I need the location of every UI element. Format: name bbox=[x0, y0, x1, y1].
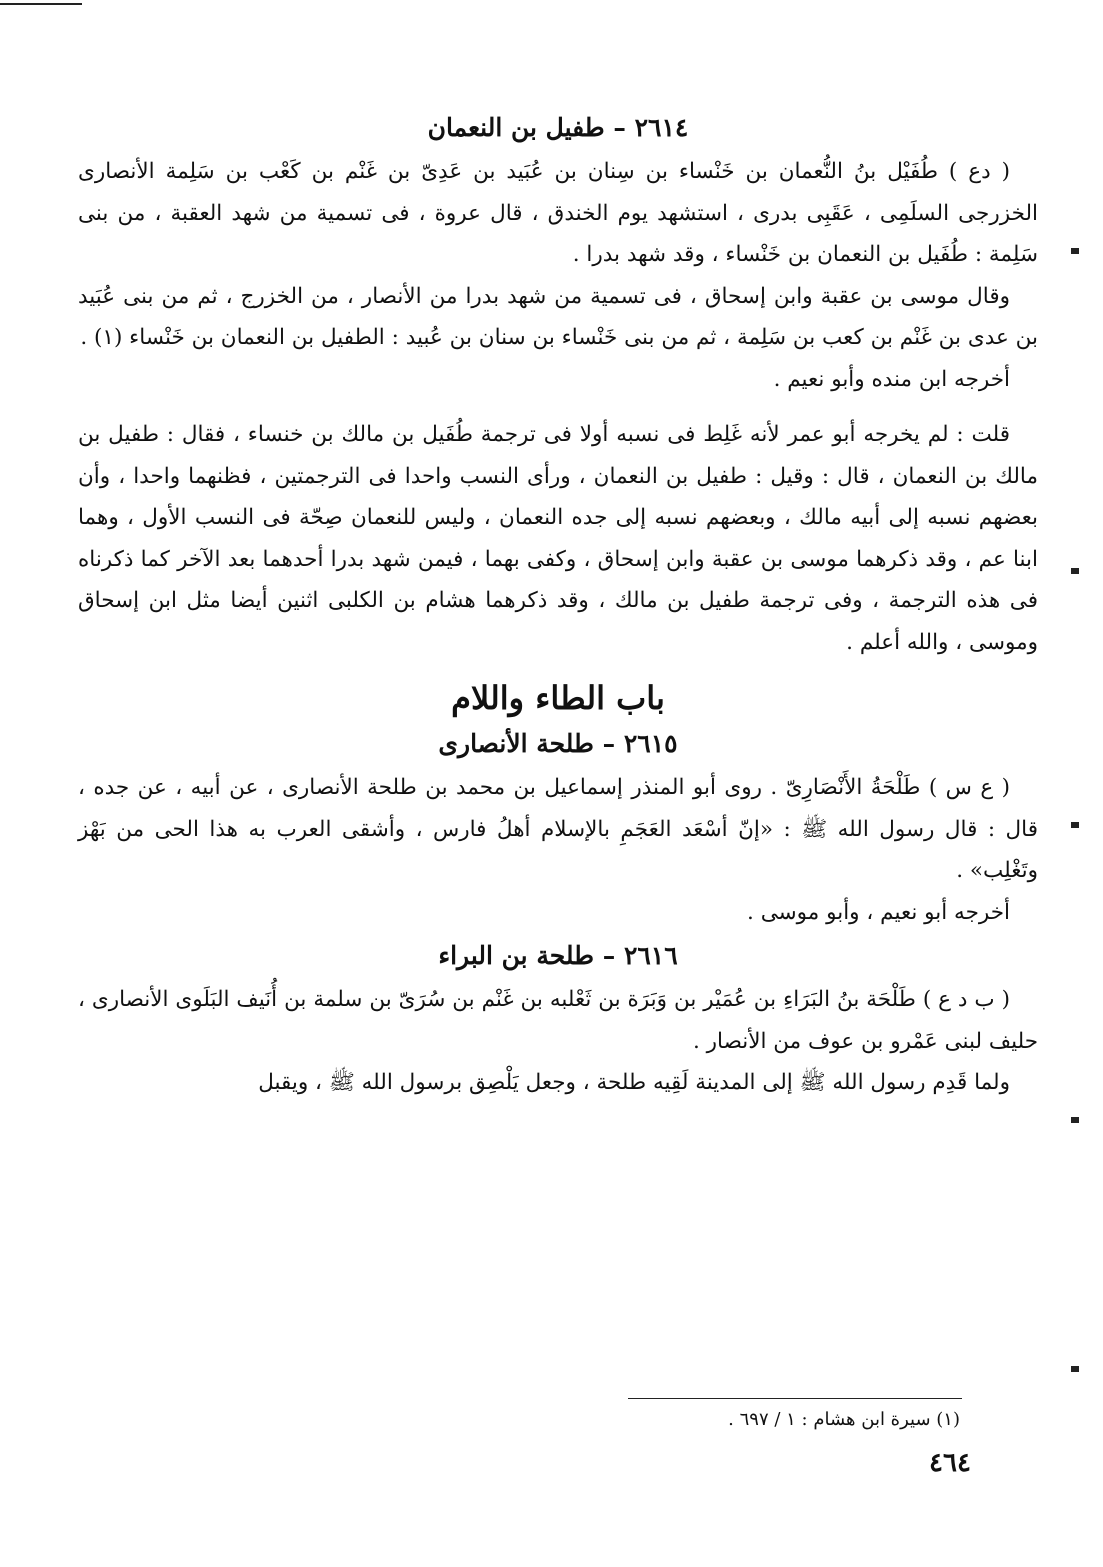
entry-heading-2615: ٢٦١٥ – طلحة الأنصارى bbox=[438, 729, 678, 758]
margin-mark bbox=[1071, 1366, 1079, 1372]
entry-heading-2614: ٢٦١٤ – طفيل بن النعمان bbox=[427, 113, 689, 142]
page-number: ٤٦٤ bbox=[929, 1448, 971, 1478]
entry-2614-sources: أخرجه ابن منده وأبو نعيم . bbox=[773, 366, 1010, 392]
margin-mark bbox=[1071, 568, 1079, 574]
entry-2616-body: ولما قَدِم رسول الله ﷺ إلى المدينة لَقِيه طلحة ، وجعل يَلْصِق برسول الله ﷺ ، ويقبل bbox=[258, 1070, 1010, 1095]
footnote-divider bbox=[628, 1398, 962, 1399]
page-body bbox=[78, 105, 1038, 1104]
entry-2616-intro: ( ب د ع ) طَلْحَة بنُ البَرَاءِ بن عُمَيْر بن وَبَرَة بن ثَعْلبه بن غَنْم بن سُرَىّ بن سلمة بن أُنَيف البَلَوى الأنصارى ، حليف لبنى عَمْرو بن عوف من الأنصار . bbox=[78, 987, 1038, 1054]
footnote: (١) سيرة ابن هشام : ١ / ٦٩٧ . bbox=[728, 1409, 960, 1430]
entry-2614-musa-quote: وقال موسى بن عقبة وابن إسحاق ، فى تسمية من شهد بدرا من الأنصار ، من الخزرج ، ثم من بنى عُبَيد بن عدى بن غَنْم بن كعب بن سَلِمة ، ثم من بنى خَنْساء بن سنان بن عُبيد : الطفيل بن النعمان بن خَنْساء (١) . bbox=[78, 283, 1038, 350]
entry-2615-sources: أخرجه أبو نعيم ، وأبو موسى . bbox=[747, 899, 1010, 925]
scan-corner-rule bbox=[0, 3, 82, 5]
entry-2615-intro: ( ع س ) طَلْحَةُ الأَنْصَارِىّ . روى أبو المنذر إسماعيل بن محمد بن طلحة الأنصارى ، عن أبيه ، عن جده ، قال : قال رسول الله ﷺ : «إنّ أسْعَد العَجَمِ بالإسلام أهلُ فارس ، وأشقى العرب به هذا الحى من بَهْز وتَغْلِب» . bbox=[78, 775, 1038, 883]
margin-mark bbox=[1071, 248, 1079, 254]
chapter-heading: باب الطاء واللام bbox=[451, 679, 665, 717]
entry-2614-intro: ( دع ) طُفَيْل بنُ النُّعمان بن خَنْساء بن سِنان بن عُبَيد بن عَدِىّ بن غَنْم بن كَعْب بن سَلِمة الأنصارى الخزرجى السلَمِى ، عَقَبِى بدرى ، استشهد يوم الخندق ، قال عروة ، فى تسمية من شهد العقبة ، من بنى سَلِمة : طُفَيل بن النعمان بن خَنْساء ، وقد شهد بدرا . bbox=[78, 159, 1038, 267]
margin-mark bbox=[1071, 822, 1079, 828]
margin-mark bbox=[1071, 1117, 1079, 1123]
entry-2614-commentary: قلت : لم يخرجه أبو عمر لأنه غَلِط فى نسبه أولا فى ترجمة طُفَيل بن مالك بن خنساء ، فقال : طفيل بن مالك بن النعمان ، قال : وقيل : طفيل بن النعمان ، ورأى النسب واحدا فى الترجمتين ، فظنهما واحدا ، وأن بعضهم نسبه إلى أبيه مالك ، وبعضهم نسبه إلى جده النعمان ، وليس للنعمان صِحّة فى النسب الأول ، وهما ابنا عم ، وقد ذكرهما موسى بن عقبة وابن إسحاق ، وكفى بهما ، فيمن شهد بدرا أحدهما بعد الآخر كما ذكرناه فى هذه الترجمة ، وفى ترجمة طفيل بن مالك ، وقد ذكرهما هشام بن الكلبى اثنين أيضا مثل ابن إسحاق وموسى ، والله أعلم . bbox=[78, 422, 1038, 655]
entry-heading-2616: ٢٦١٦ – طلحة بن البراء bbox=[438, 941, 678, 970]
